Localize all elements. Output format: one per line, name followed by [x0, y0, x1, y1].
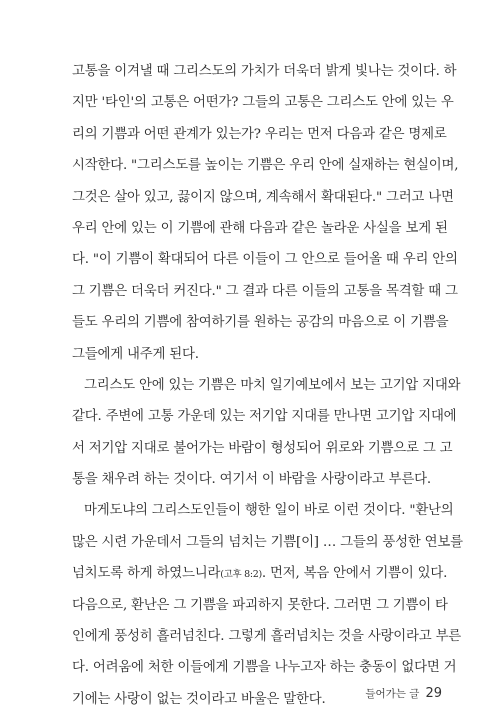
text-line: 다음으로, 환난은 그 기쁨을 파괴하지 못한다. 그러면 그 기쁨이 타	[72, 597, 448, 613]
page-body	[72, 56, 463, 715]
text-line: 기에는 사랑이 없는 것이라고 바울은 말한다.	[72, 691, 326, 707]
text-segment: . 먼저, 복음 안에서 기쁨이 있다.	[261, 566, 448, 582]
text-line-with-citation	[72, 558, 448, 589]
text-line: 마게도냐의 그리스도인들이 행한 일이 바로 이런 것이다. "환난의	[84, 503, 454, 519]
text-line: 다. 어려움에 처한 이들에게 기쁨을 나누고자 하는 충동이 없다면 거	[72, 660, 457, 676]
text-line: 시작한다. "그리스도를 높이는 기쁨은 우리 안에 실재하는 현실이며,	[72, 158, 459, 174]
paragraph-3	[72, 495, 463, 715]
text-line: 서 저기압 지대로 불어가는 바람이 형성되어 위로와 기쁨으로 그 고	[72, 440, 453, 456]
text-line: 들도 우리의 기쁨에 참여하기를 원하는 공감의 마음으로 이 기쁨을	[72, 315, 449, 331]
text-line: 그리스도 안에 있는 기쁨은 마치 일기예보에서 보는 고기압 지대와	[84, 377, 461, 393]
chapter-title: 들어가는 글	[365, 688, 420, 700]
text-line: 통을 채우려 하는 것이다. 여기서 이 바람을 사랑이라고 부른다.	[72, 472, 431, 488]
scripture-citation: (고후 8:2)	[220, 569, 262, 581]
text-line: 리의 기쁨과 어떤 관계가 있는가? 우리는 먼저 다음과 같은 명제로	[72, 126, 447, 142]
text-segment: 넘치도록 하게 하였느니라	[72, 566, 221, 582]
paragraph-1	[72, 56, 459, 370]
text-line: 지만 '타인'의 고통은 어떤가? 그들의 고통은 그리스도 안에 있는 우	[72, 95, 454, 111]
page-number: 29	[425, 686, 442, 701]
paragraph-2	[72, 370, 461, 496]
text-line: 우리 안에 있는 이 기쁨에 관해 다음과 같은 놀라운 사실을 보게 된	[72, 220, 448, 236]
text-line: 많은 시련 가운데서 그들의 넘치는 기쁨[이] … 그들의 풍성한 연보를	[72, 534, 463, 550]
text-line: 인에게 풍성히 흘러넘친다. 그렇게 흘러넘치는 것을 사랑이라고 부른	[72, 629, 462, 645]
text-line: 그것은 살아 있고, 끓이지 않으며, 계속해서 확대된다." 그러고 나면	[72, 189, 454, 205]
text-line: 다. "이 기쁨이 확대되어 다른 이들이 그 안으로 들어올 때 우리 안의	[72, 252, 458, 268]
page-footer	[365, 686, 442, 701]
text-line: 그 기쁨은 더욱더 커진다." 그 결과 다른 이들의 고통을 목격할 때 그	[72, 283, 458, 299]
text-line: 같다. 주변에 고통 가운데 있는 저기압 지대를 만나면 고기압 지대에	[72, 409, 457, 425]
text-line: 그들에게 내주게 된다.	[72, 346, 199, 362]
text-line: 고통을 이겨낼 때 그리스도의 가치가 더욱더 밝게 빛나는 것이다. 하	[72, 64, 457, 79]
